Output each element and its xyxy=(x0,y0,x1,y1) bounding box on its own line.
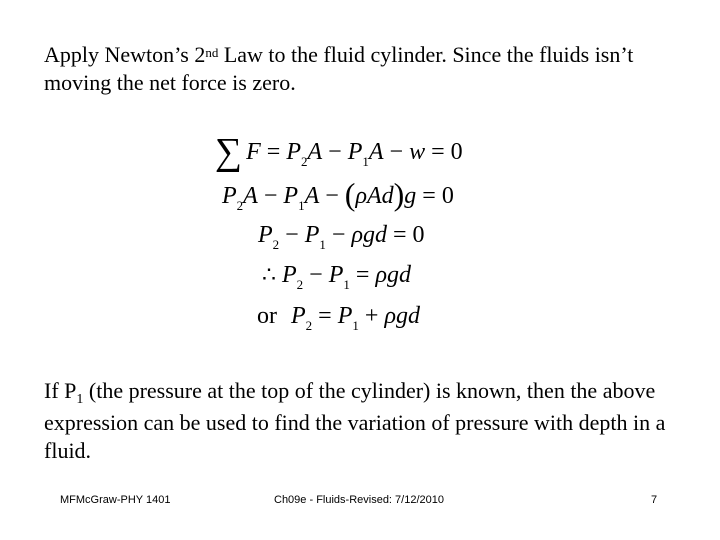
eq5-plus: + xyxy=(358,303,385,329)
eq2-a1: A xyxy=(243,183,258,209)
eq1-p1: P xyxy=(347,139,363,165)
eq3-gd: gd xyxy=(362,222,387,248)
eq1-zero: 0 xyxy=(450,139,463,165)
eq3-p1: P xyxy=(304,222,320,248)
footer-page-number: 7 xyxy=(651,494,658,506)
eq1-p2-sub: 2 xyxy=(300,154,308,169)
intro-paragraph xyxy=(44,41,684,97)
eq1-p1-sub: 1 xyxy=(362,154,369,169)
eq4-gd: gd xyxy=(386,262,411,288)
eq1-a2: A xyxy=(368,139,384,165)
footer-chapter: Ch09e - Fluids-Revised: 7/12/2010 xyxy=(274,494,444,506)
intro-text-2: Law to the fluid cylinder. Since the fluids isn’t moving the net force is zero. xyxy=(44,42,634,95)
eq2-minus-1: − xyxy=(257,183,284,209)
eq4-minus: − xyxy=(303,262,329,288)
eq4-p2-sub: 2 xyxy=(296,277,304,292)
intro-text-1: Apply Newton’s 2 xyxy=(44,42,206,67)
conclusion-text-2: (the pressure at the top of the cylinder) is known, then the above expression can be used to find the variation of pressure with depth in a fluid. xyxy=(44,378,666,463)
eq1-minus-1: − xyxy=(322,139,348,165)
eq5-p1-sub: 1 xyxy=(352,318,359,333)
eq1-f: F xyxy=(246,139,261,165)
eq3-minus-1: − xyxy=(279,222,305,248)
or-word: or xyxy=(257,303,277,329)
eq2-p1: P xyxy=(283,183,299,209)
sigma-symbol: ∑ xyxy=(215,131,243,173)
eq2-p2-sub: 2 xyxy=(236,198,244,213)
eq2-rho: ρ xyxy=(355,183,367,209)
eq3-zero: 0 xyxy=(412,222,425,248)
eq2-equals: = xyxy=(416,183,442,209)
eq4-p2: P xyxy=(282,262,297,288)
footer-course: MFMcGraw-PHY 1401 xyxy=(60,494,171,506)
equation-substitution xyxy=(222,177,454,214)
eq5-p2: P xyxy=(291,303,306,329)
therefore-symbol: ∴ xyxy=(262,262,276,287)
eq2-minus-2: − xyxy=(319,183,345,209)
eq5-p1: P xyxy=(337,303,353,329)
eq2-g: g xyxy=(404,183,417,209)
eq4-p1: P xyxy=(328,262,344,288)
eq3-rho: ρ xyxy=(351,222,363,248)
eq2-right-paren: ) xyxy=(393,176,405,212)
conclusion-text-1: If P xyxy=(44,378,77,403)
eq4-p1-sub: 1 xyxy=(343,277,350,292)
eq1-equals: = xyxy=(260,139,287,165)
eq2-ad: Ad xyxy=(366,183,394,209)
eq2-p1-sub: 1 xyxy=(298,198,305,213)
eq3-equals: = xyxy=(386,222,413,248)
conclusion-paragraph xyxy=(44,377,694,465)
eq3-p2-sub: 2 xyxy=(272,237,280,252)
eq5-p2-sub: 2 xyxy=(305,318,313,333)
eq1-equals-2: = xyxy=(425,139,451,165)
eq3-p2: P xyxy=(258,222,273,248)
eq1-w: w xyxy=(409,139,426,165)
eq3-p1-sub: 1 xyxy=(319,237,326,252)
eq1-minus-2: − xyxy=(383,139,410,165)
equation-or xyxy=(257,301,420,334)
eq2-left-paren: ( xyxy=(344,176,356,212)
eq3-minus-2: − xyxy=(325,222,352,248)
intro-superscript: nd xyxy=(205,45,219,60)
eq2-zero: 0 xyxy=(441,183,454,209)
eq1-a1: A xyxy=(307,139,323,165)
eq5-equals: = xyxy=(312,303,338,329)
eq2-a2: A xyxy=(304,183,320,209)
eq2-p2: P xyxy=(222,183,237,209)
eq4-rho: ρ xyxy=(375,262,387,288)
eq5-gd: gd xyxy=(395,303,420,329)
eq1-p2: P xyxy=(286,139,301,165)
equation-pressure-difference xyxy=(258,220,425,253)
equation-therefore xyxy=(262,260,411,293)
equation-sum-forces xyxy=(215,131,463,173)
conclusion-subscript: 1 xyxy=(76,392,84,407)
eq5-rho: ρ xyxy=(384,303,396,329)
eq4-equals: = xyxy=(349,262,376,288)
